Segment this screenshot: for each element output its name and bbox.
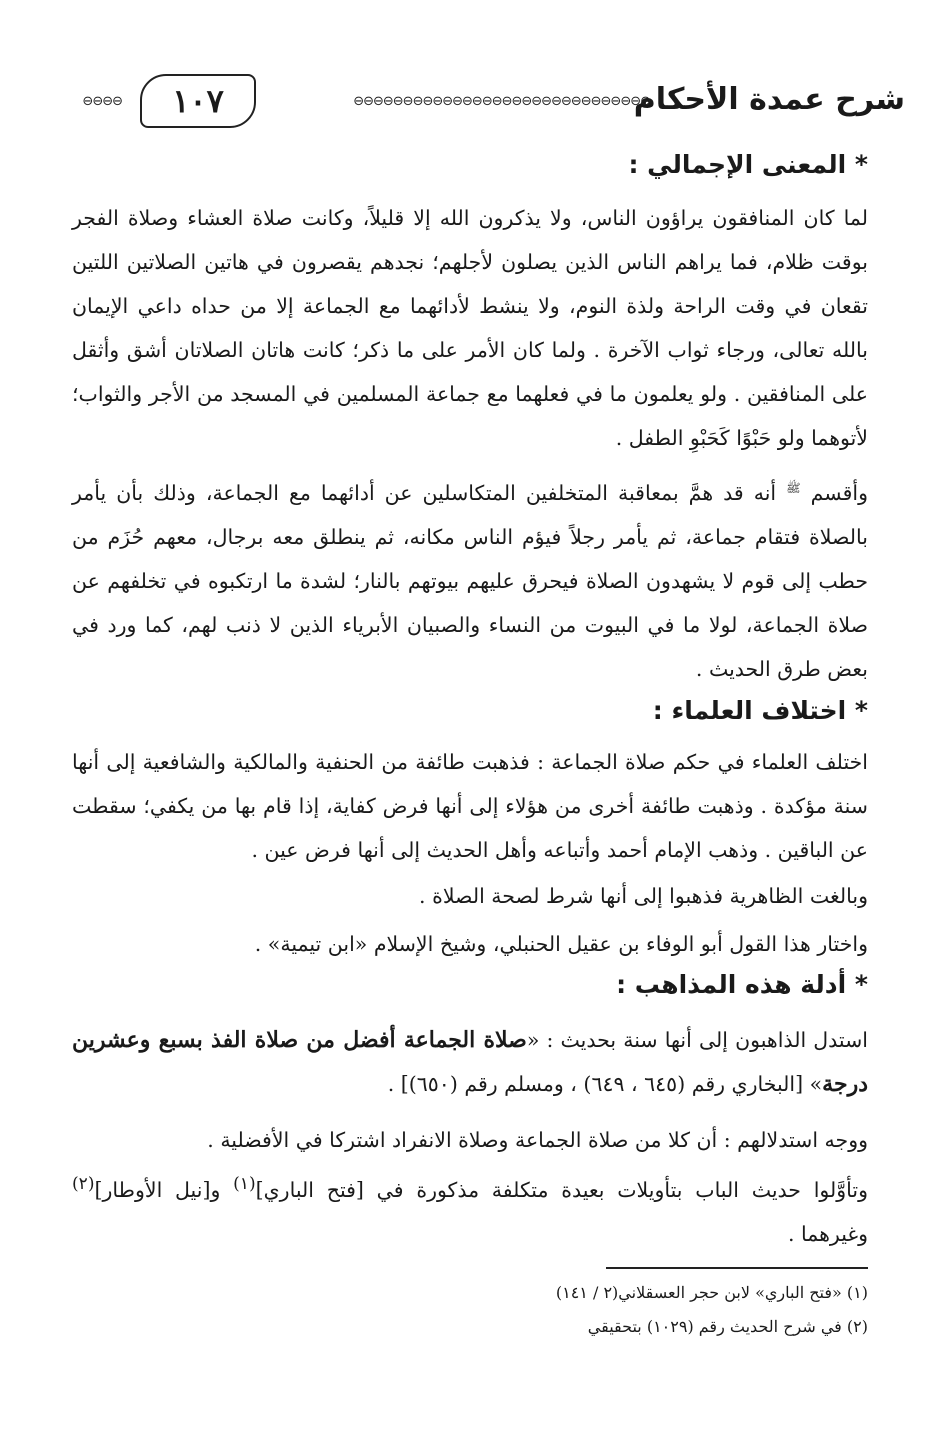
footnote-ref-1[interactable]: (١) [233, 1174, 256, 1194]
footnote-divider [606, 1267, 868, 1269]
header-ornament-end: ⊖⊖⊖⊖ [82, 94, 122, 108]
text-span: و[نيل الأوطار] [94, 1177, 234, 1202]
paragraph-evidence-1 [72, 1018, 868, 1106]
paragraph-disagreement-2: وبالغت الظاهرية فذهبوا إلى أنها شرط لصحة الصلاة . [419, 884, 868, 908]
paragraph-disagreement-3: واختار هذا القول أبو الوفاء بن عقيل الحنبلي، وشيخ الإسلام «ابن تيمية» . [254, 932, 868, 956]
paragraph-evidence-3 [72, 1162, 868, 1256]
paragraph-disagreement-1: اختلف العلماء في حكم صلاة الجماعة : فذهبت طائفة من الحنفية والمالكية والشافعية إلى أنها سنة مؤكدة . وذهبت طائفة أخرى من هؤلاء إلى أنها فرض كفاية، إذا قام بها من يكفي؛ سقطت عن الباقين . وذهب الإمام أحمد وأتباعه وأهل الحديث إلى أنها فرض عين . [72, 750, 868, 862]
footnote-ref-2[interactable]: (٢) [72, 1174, 95, 1194]
text-span: » [البخاري رقم (٦٤٥ ، ٦٤٩) ، ومسلم رقم (٦٥٠)] . [387, 1072, 823, 1096]
text-span: وتأوَّلوا حديث الباب بتأويلات بعيدة متكلفة مذكورة في [فتح الباري] [255, 1177, 869, 1202]
heading-general-meaning: * المعنى الإجمالي : [628, 150, 868, 179]
hadith-text: صلاة الجماعة أفضل من صلاة الفذ بسبع وعشرين درجة [72, 1027, 868, 1097]
text-span: أنه قد همَّ بمعاقبة المتخلفين المتكاسلين عن أدائهما مع الجماعة، وذلك بأن يأمر بالصلاة فتقام جماعة، ثم يأمر رجلاً فيؤم الناس مكانه، ثم ينطلق معه برجال، معهم حُزَم من حطب إلى قوم لا يشهدون الصلاة فيحرق عليهم بيوتهم بالنار؛ لشدة ما ارتكبوه في تخلفهم عن صلاة الجماعة، لولا ما في البيوت من النساء والصبيان الأبرياء الذين لا ذنب لهم، كما ورد في بعض طرق الحديث . [72, 480, 868, 681]
book-title: شرح عمدة الأحكام [633, 82, 905, 117]
heading-evidence: * أدلة هذه المذاهب : [616, 970, 868, 999]
text-span: وأقسم [810, 480, 868, 505]
page-header [40, 74, 905, 134]
text-span: وغيرهما . [787, 1221, 868, 1246]
footnote-1: (١) «فتح الباري» لابن حجر العسقلاني(٢ / ١٤١) [555, 1283, 868, 1302]
heading-scholars-disagreement: * اختلاف العلماء : [652, 696, 868, 725]
footnote-2: (٢) في شرح الحديث رقم (١٠٢٩) بتحقيقي [587, 1317, 868, 1336]
text-span: استدل الذاهبون إلى أنها سنة بحديث : « [526, 1028, 868, 1052]
salla-ligature: ﷺ [786, 481, 801, 495]
paragraph-evidence-2: ووجه استدلالهم : أن كلا من صلاة الجماعة وصلاة الانفراد اشتركا في الأفضلية . [207, 1128, 868, 1152]
page-number: ١٠٧ [140, 74, 256, 128]
header-ornament: ⊖⊖⊖⊖⊖⊖⊖⊖⊖⊖⊖⊖⊖⊖⊖⊖⊖⊖⊖⊖⊖⊖⊖⊖⊖⊖⊖⊖⊖⊖ [353, 94, 650, 108]
paragraph-meaning-1: لما كان المنافقون يراؤون الناس، ولا يذكرون الله إلا قليلاً، وكانت صلاة العشاء وصلاة الفجر بوقت ظلام، فما يراهم الناس الذين يصلون لأجلهم؛ نجدهم يقصرون في هاتين الصلاتين اللتين تقعان في وقت الراحة ولذة النوم، ولا ينشط لأدائهما مع الجماعة إلا من حداه داعي الإيمان بالله تعالى، ورجاء ثواب الآخرة . ولما كان الأمر على ما ذكر؛ كانت هاتان الصلاتان أشق وأثقل على المنافقين . ولو يعلمون ما في فعلهما مع جماعة المسلمين في المسجد من الأجر والثواب؛ لأتوهما ولو حَبْوًا كَحَبْوِ الطفل . [72, 206, 868, 450]
paragraph-meaning-2 [72, 466, 868, 691]
